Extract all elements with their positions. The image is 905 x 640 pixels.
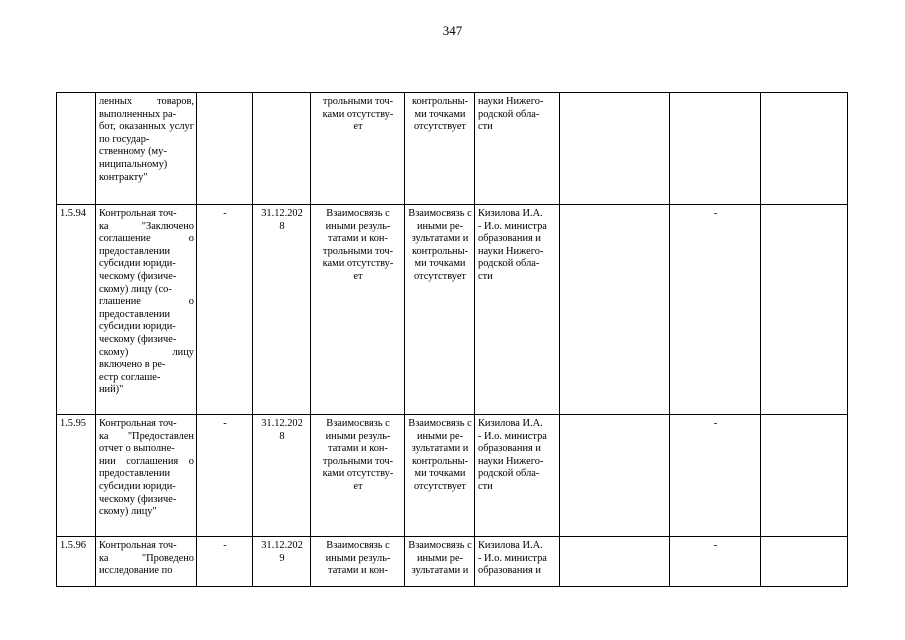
relation-points-cell: Взаимосвязь с иными ре- зультатами и контрольны- ми точками отсутствует: [405, 415, 475, 537]
empty-cell: [560, 93, 670, 205]
dash-cell: -: [670, 537, 761, 587]
control-point-name-cell: ленных товаров, выполненных ра- бот, оказанных услуг по государ- ственному (му- ниципальному) контракту": [96, 93, 197, 205]
relation-results-cell: Взаимосвязь с иными резуль- татами и кон- трольными точ- ками отсутству- ет: [311, 205, 405, 415]
relation-results-cell: трольными точ- ками отсутству- ет: [311, 93, 405, 205]
date-cell: 31.12.202 9: [253, 537, 311, 587]
relation-points-cell: контрольны- ми точками отсутствует: [405, 93, 475, 205]
responsible-cell: Кизилова И.А. - И.о. министра образования и: [475, 537, 560, 587]
empty-cell: [761, 537, 848, 587]
table-row: [57, 415, 848, 537]
row-number-cell: [57, 93, 96, 205]
relation-results-cell: Взаимосвязь с иными резуль- татами и кон- трольными точ- ками отсутству- ет: [311, 415, 405, 537]
table-row: [57, 93, 848, 205]
responsible-cell: Кизилова И.А. - И.о. министра образования и науки Нижего- родской обла- сти: [475, 205, 560, 415]
table-row: [57, 537, 848, 587]
row-number-cell: 1.5.95: [57, 415, 96, 537]
control-point-name-cell: Контрольная точ- ка "Предоставлен отчет о выполне- нии соглашения о предоставлении субсидии юриди- ческому (физиче- скому) лицу": [96, 415, 197, 537]
dash-cell: -: [670, 205, 761, 415]
dash-cell: -: [197, 205, 253, 415]
dash-cell: [670, 93, 761, 205]
page-number: 347: [442, 23, 463, 38]
empty-cell: [761, 93, 848, 205]
dash-cell: -: [670, 415, 761, 537]
responsible-cell: Кизилова И.А. - И.о. министра образования и науки Нижего- родской обла- сти: [475, 415, 560, 537]
relation-points-cell: Взаимосвязь с иными ре- зультатами и: [405, 537, 475, 587]
responsible-cell: науки Нижего- родской обла- сти: [475, 93, 560, 205]
empty-cell: [761, 415, 848, 537]
dash-cell: -: [197, 537, 253, 587]
row-number-cell: 1.5.94: [57, 205, 96, 415]
dash-cell: [197, 93, 253, 205]
empty-cell: [560, 537, 670, 587]
control-points-table: [56, 92, 848, 587]
empty-cell: [560, 415, 670, 537]
date-cell: 31.12.202 8: [253, 205, 311, 415]
date-cell: [253, 93, 311, 205]
row-number-cell: 1.5.96: [57, 537, 96, 587]
control-point-name-cell: Контрольная точ- ка "Проведено исследование по: [96, 537, 197, 587]
relation-results-cell: Взаимосвязь с иными резуль- татами и кон-: [311, 537, 405, 587]
table-row: [57, 205, 848, 415]
empty-cell: [761, 205, 848, 415]
control-point-name-cell: Контрольная точ- ка "Заключено соглашение о предоставлении субсидии юриди- ческому (физиче- скому) лицу (со- глашение о предоставлении субсидии юриди- ческому (физиче- скому) лицу включено в ре- естр соглаше- ний)": [96, 205, 197, 415]
dash-cell: -: [197, 415, 253, 537]
date-cell: 31.12.202 8: [253, 415, 311, 537]
relation-points-cell: Взаимосвязь с иными ре- зультатами и контрольны- ми точками отсутствует: [405, 205, 475, 415]
empty-cell: [560, 205, 670, 415]
